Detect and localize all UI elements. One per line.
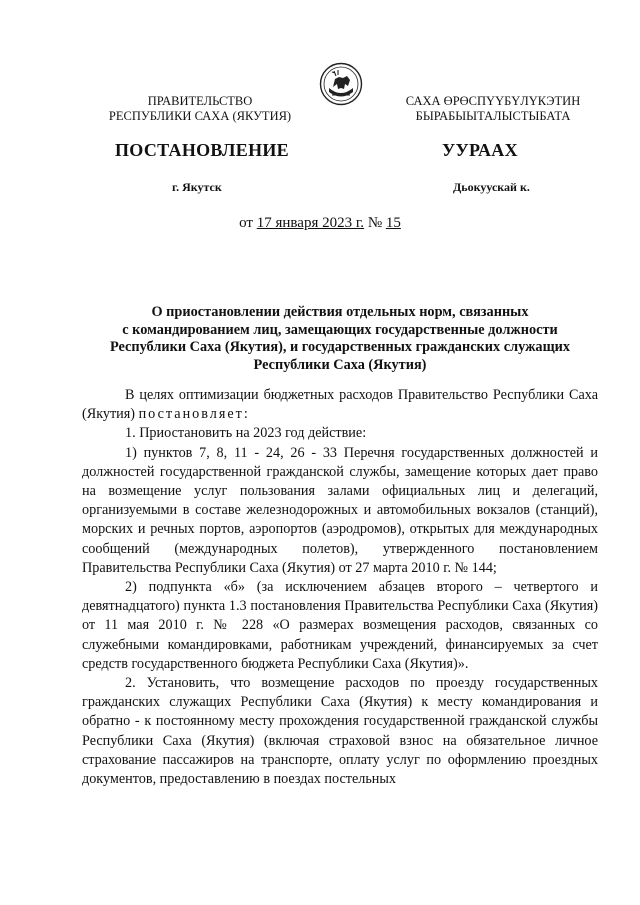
intro-text: В целях оптимизации бюджетных расходов Правительство Республики Саха (Якутия): [82, 387, 598, 423]
decree-date: 17 января 2023 г.: [256, 215, 365, 231]
decree-number: 15: [385, 215, 401, 231]
issuer-name-russian: [90, 94, 310, 124]
doc-type-yakut: УУРААХ: [442, 140, 518, 160]
decree-body: [82, 386, 598, 789]
title-line: Республики Саха (Якутия): [253, 356, 427, 373]
coat-of-arms-emblem: [319, 62, 363, 106]
paragraph-1-item-2: 2) подпункта «б» (за исключением абзацев второго – четвертого и девятнадцатого) пункта 1.3 постановления Правительства Республики Саха (Якутия) от 11 мая 2010 г. № 228 «О размерах возмещения расходов, связанных со служебными командировками, работникам учреждений, финансируемых за счет средств государственного бюджета Республики Саха (Якутия)».: [82, 579, 598, 672]
decree-word: постановляет:: [138, 406, 250, 423]
title-line: Республики Саха (Якутия), и государственных гражданских служащих: [109, 339, 571, 355]
decree-title: [80, 304, 600, 374]
paragraph-1-item-1: 1) пунктов 7, 8, 11 - 24, 26 - 33 Перечня государственных должностей и должностей государственной гражданской службы, замещение которых дает право на возмещение услуг пользования залами официальных лиц и делегаций, организуемыми в составе железнодорожных и автомобильных вокзалов (станций), морских и речных портов, аэропортов (аэродромов), открытых для международных сообщений (международных полетов), утвержденного постановлением Правительства Республики Саха (Якутия) от 27 марта 2010 г. № 144;: [82, 444, 598, 576]
paragraph-1: 1. Приостановить на 2023 год действие:: [125, 425, 367, 442]
issuer-line: РЕСПУБЛИКИ САХА (ЯКУТИЯ): [108, 109, 292, 123]
title-line: с командированием лиц, замещающих государственные должности: [122, 321, 558, 338]
issuer-line: БЫРАБЫЫТАЛЫСТЫБАТА: [415, 109, 571, 123]
issuer-name-yakut: [383, 94, 603, 124]
number-sign: №: [367, 215, 383, 231]
intro-paragraph: [82, 386, 598, 424]
issuer-line: ПРАВИТЕЛЬСТВО: [147, 94, 253, 108]
date-number-line: [0, 215, 640, 232]
issuer-line: САХА ӨРӨСПҮҮБҮЛҮКЭТИН: [405, 94, 581, 108]
doc-type-russian: ПОСТАНОВЛЕНИЕ: [115, 140, 289, 160]
date-prefix: от: [239, 215, 253, 231]
city-yakut: Дьокуускай к.: [453, 180, 530, 194]
paragraph-2: 2. Установить, что возмещение расходов по проезду государственных гражданских служащих Республики Саха (Якутия) к месту командирования и обратно - к постоянному месту прохождения государственной гражданской службы Республики Саха (Якутия) (включая страховой взнос на обязательное личное страхование пассажиров на транспорте, оплату услуг по оформлению проездных документов, предоставлению в поездах постельных: [82, 675, 598, 788]
title-line: О приостановлении действия отдельных норм, связанных: [151, 304, 529, 320]
city-russian: г. Якутск: [172, 180, 222, 194]
